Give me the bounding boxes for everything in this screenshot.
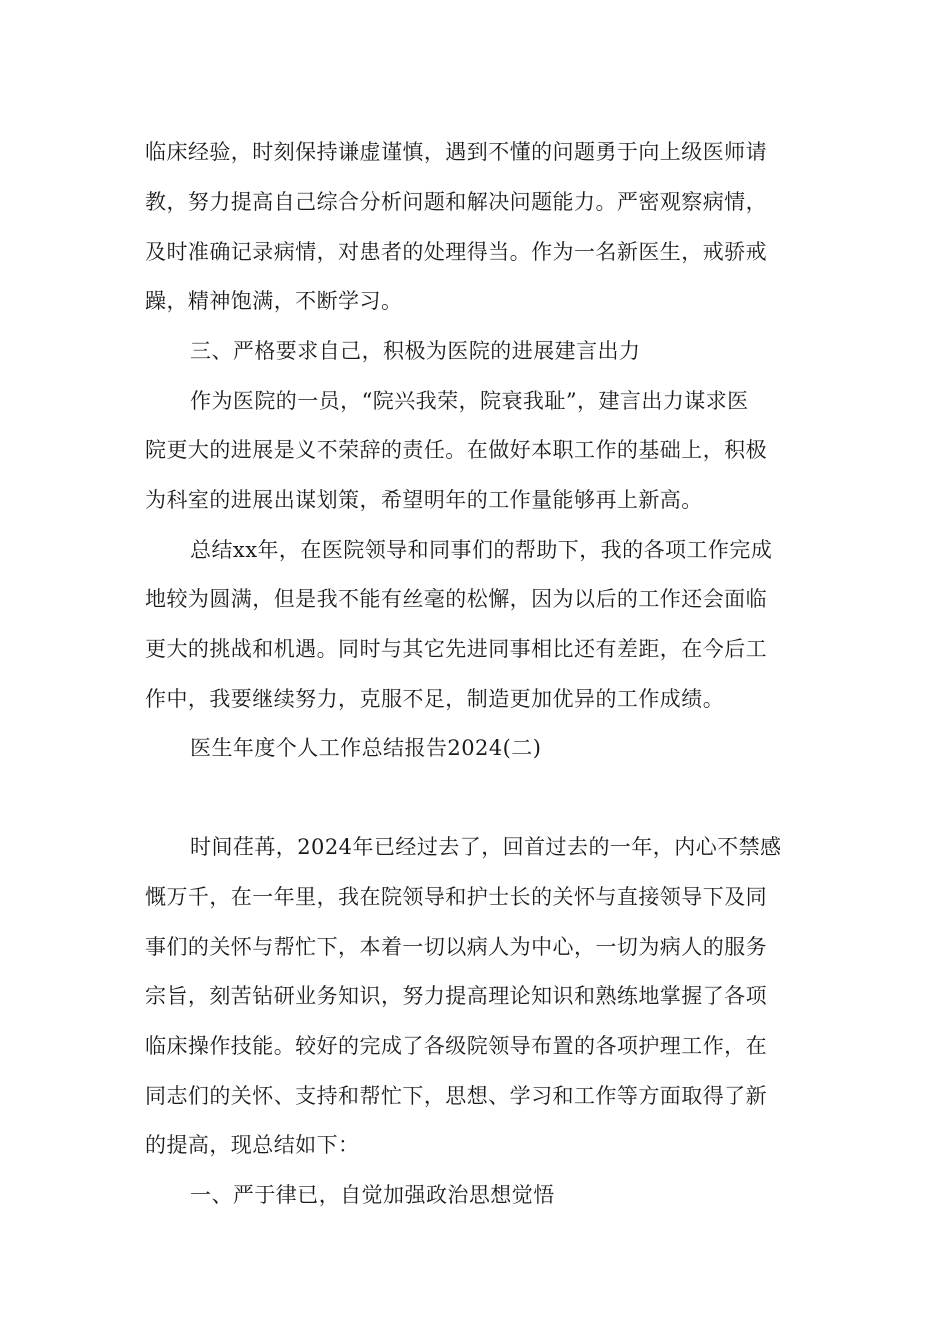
- section-heading: 三、严格要求自己，积极为医院的进展建言出力: [190, 339, 641, 363]
- text-line: 临床经验，时刻保持谦虚谨慎，遇到不懂的问题勇于向上级医师请: [145, 140, 768, 164]
- text-line: 总结xx年，在医院领导和同事们的帮助下，我的各项工作完成: [190, 538, 773, 562]
- text-line: 及时准确记录病情，对患者的处理得当。作为一名新医生，戒骄戒: [145, 240, 768, 264]
- text-line: 为科室的进展出谋划策，希望明年的工作量能够再上新高。: [145, 488, 703, 512]
- text-line: 事们的关怀与帮忙下，本着一切以病人为中心，一切为病人的服务: [145, 935, 768, 959]
- text-line: 院更大的进展是义不荣辞的责任。在做好本职工作的基础上，积极: [145, 438, 768, 462]
- text-line: 地较为圆满，但是我不能有丝毫的松懈，因为以后的工作还会面临: [145, 587, 768, 611]
- text-line: 慨万千，在一年里，我在院领导和护士长的关怀与直接领导下及同: [145, 885, 768, 909]
- text-line: 临床操作技能。较好的完成了各级院领导布置的各项护理工作，在: [145, 1034, 768, 1058]
- text-line: 作中，我要继续努力，克服不足，制造更加优异的工作成绩。: [145, 687, 725, 711]
- text-line: 躁，精神饱满，不断学习。: [145, 289, 403, 313]
- text-line: 作为医院的一员，“院兴我荣，院衰我耻”，建言出力谋求医: [190, 389, 749, 413]
- report-title: 医生年度个人工作总结报告2024(二): [190, 736, 542, 760]
- text-line: 更大的挑战和机遇。同时与其它先进同事相比还有差距，在今后工: [145, 637, 768, 661]
- text-line: 的提高，现总结如下：: [145, 1133, 360, 1157]
- section-heading: 一、严于律已，自觉加强政治思想觉悟: [190, 1183, 555, 1207]
- text-line: 时间荏苒，2024年已经过去了，回首过去的一年，内心不禁感: [190, 835, 782, 859]
- text-line: 教，努力提高自己综合分析问题和解决问题能力。严密观察病情，: [145, 190, 768, 214]
- text-line: 同志们的关怀、支持和帮忙下，思想、学习和工作等方面取得了新: [145, 1084, 768, 1108]
- text-line: 宗旨，刻苦钻研业务知识，努力提高理论知识和熟练地掌握了各项: [145, 984, 768, 1008]
